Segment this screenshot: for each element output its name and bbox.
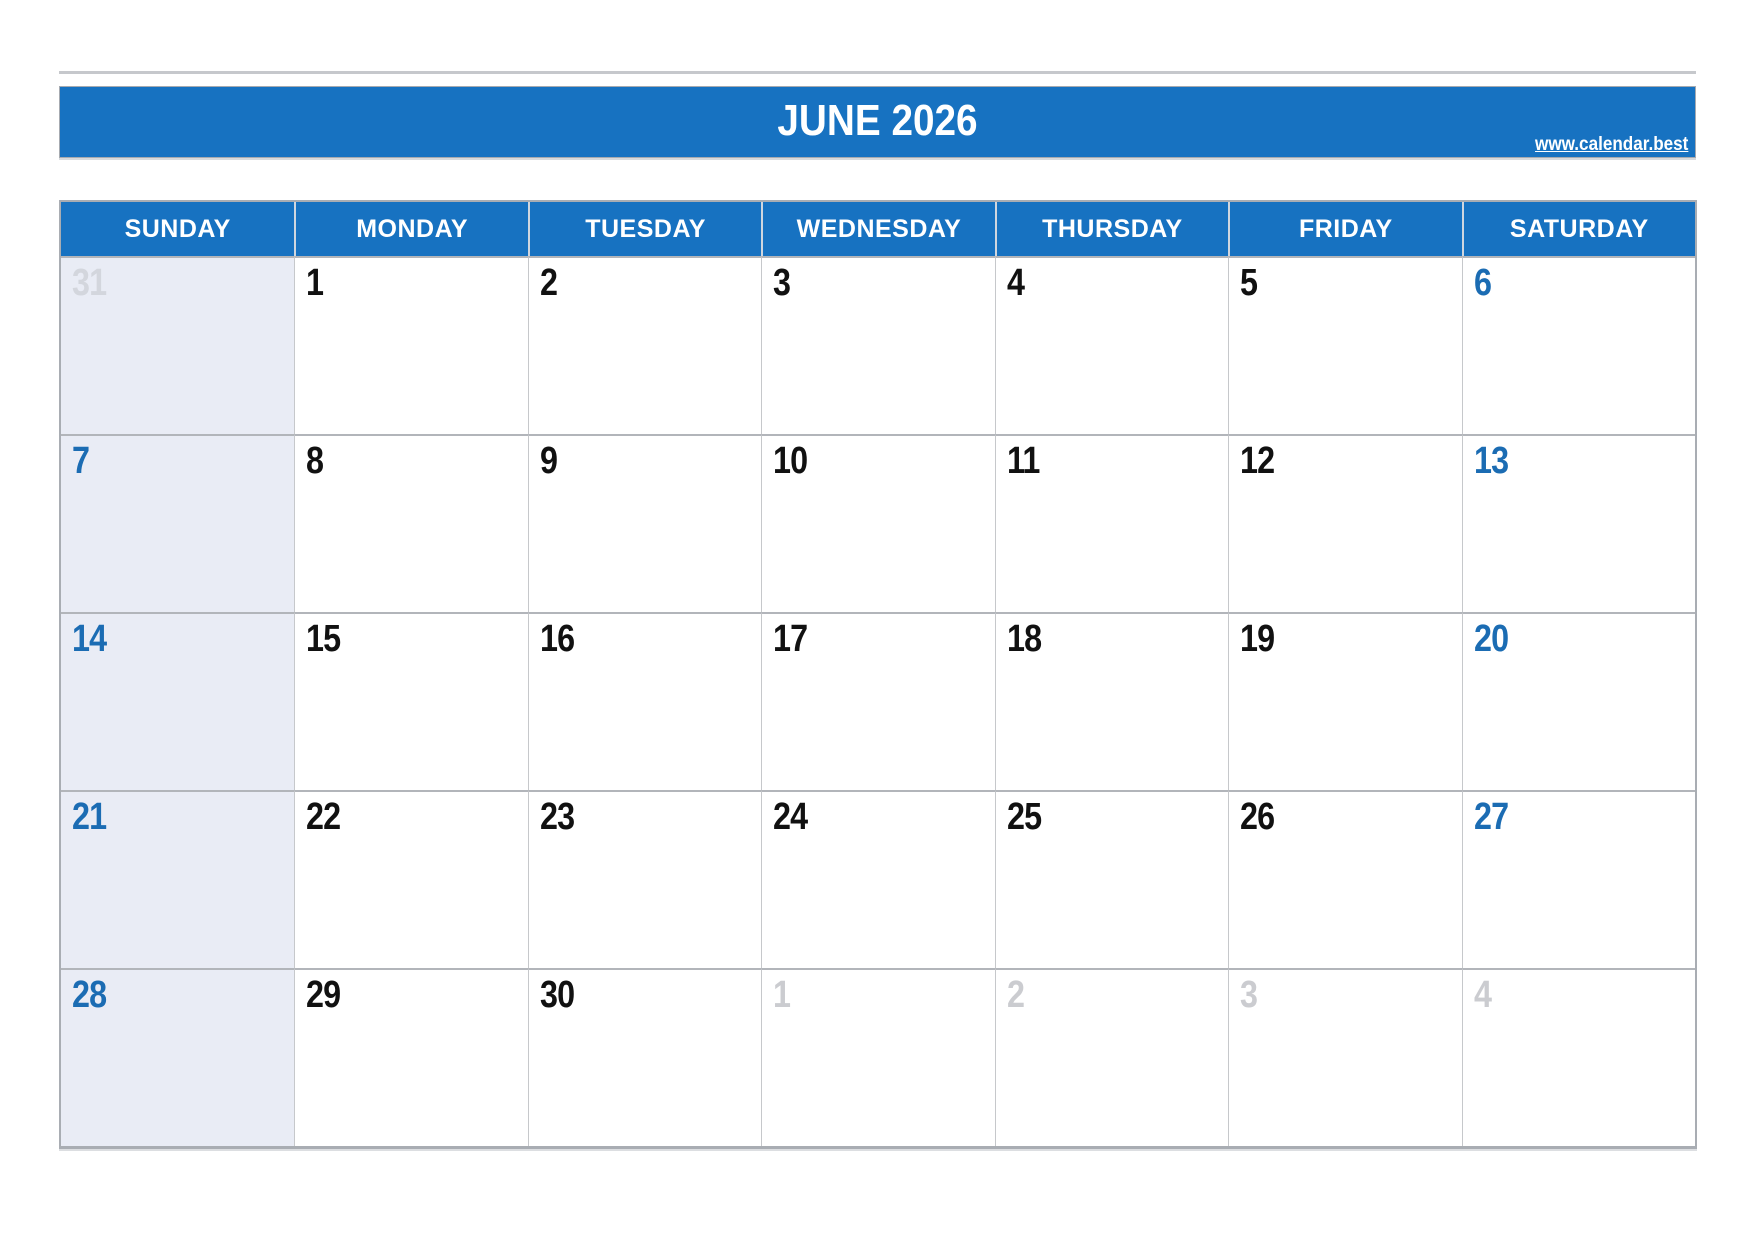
day-number: 29 — [306, 974, 341, 1016]
day-cell — [528, 256, 761, 434]
day-number: 3 — [773, 262, 791, 304]
day-number: 4 — [1473, 974, 1491, 1016]
day-number: 21 — [72, 796, 107, 838]
weekday-header-thursday: THURSDAY — [995, 202, 1228, 256]
day-cell — [1462, 256, 1695, 434]
day-cell — [761, 612, 994, 790]
day-cell — [61, 256, 294, 434]
weekday-header-wednesday: WEDNESDAY — [761, 202, 994, 256]
day-number: 25 — [1006, 796, 1041, 838]
day-number: 19 — [1240, 618, 1275, 660]
day-number: 26 — [1240, 796, 1275, 838]
day-number: 9 — [539, 440, 557, 482]
day-cell — [1228, 790, 1461, 968]
day-cell — [1462, 790, 1695, 968]
day-cell — [61, 790, 294, 968]
weekday-header-friday: FRIDAY — [1228, 202, 1461, 256]
day-cell — [61, 612, 294, 790]
day-cell — [761, 968, 994, 1146]
day-cell — [1462, 434, 1695, 612]
day-number: 1 — [773, 974, 791, 1016]
day-cell — [61, 968, 294, 1146]
calendar-grid — [59, 200, 1697, 1149]
day-cell — [1228, 434, 1461, 612]
day-cell — [528, 612, 761, 790]
day-number: 11 — [1006, 440, 1040, 482]
day-cell — [294, 790, 527, 968]
weekday-header-sunday: SUNDAY — [61, 202, 294, 256]
day-cell — [995, 434, 1228, 612]
day-cell — [761, 434, 994, 612]
website-link[interactable]: www.calendar.best — [1534, 134, 1688, 155]
day-number: 22 — [306, 796, 341, 838]
day-cell — [995, 256, 1228, 434]
day-cell — [528, 434, 761, 612]
weekday-header-saturday: SATURDAY — [1462, 202, 1695, 256]
day-cell — [995, 968, 1228, 1146]
month-title: JUNE 2026 — [777, 96, 978, 145]
day-number: 3 — [1240, 974, 1258, 1016]
day-number: 6 — [1473, 262, 1491, 304]
weekday-header-monday: MONDAY — [294, 202, 527, 256]
day-cell — [761, 256, 994, 434]
day-number: 2 — [1006, 974, 1024, 1016]
day-number: 7 — [72, 440, 90, 482]
day-number: 8 — [306, 440, 324, 482]
day-number: 23 — [539, 796, 575, 838]
day-cell — [995, 612, 1228, 790]
day-number: 10 — [773, 440, 808, 482]
top-divider — [59, 71, 1696, 74]
day-number: 5 — [1240, 262, 1258, 304]
day-number: 30 — [539, 974, 575, 1016]
day-cell — [294, 968, 527, 1146]
day-number: 24 — [773, 796, 808, 838]
day-number: 20 — [1473, 618, 1508, 660]
day-cell — [995, 790, 1228, 968]
day-number: 17 — [773, 618, 808, 660]
day-number: 12 — [1240, 440, 1275, 482]
day-number: 1 — [306, 262, 324, 304]
day-cell — [1462, 968, 1695, 1146]
day-number: 2 — [539, 262, 557, 304]
day-number: 15 — [306, 618, 341, 660]
day-number: 28 — [72, 974, 107, 1016]
day-number: 13 — [1473, 440, 1508, 482]
day-number: 18 — [1006, 618, 1041, 660]
day-number: 27 — [1473, 796, 1508, 838]
day-number: 16 — [539, 618, 575, 660]
day-cell — [1228, 968, 1461, 1146]
day-cell — [1228, 256, 1461, 434]
weekday-header-tuesday: TUESDAY — [528, 202, 761, 256]
day-cell — [294, 434, 527, 612]
month-title-bar — [59, 86, 1696, 158]
day-cell — [761, 790, 994, 968]
day-cell — [528, 968, 761, 1146]
day-number: 31 — [72, 262, 107, 304]
day-number: 4 — [1006, 262, 1024, 304]
day-cell — [1462, 612, 1695, 790]
day-cell — [61, 434, 294, 612]
day-cell — [294, 612, 527, 790]
day-number: 14 — [72, 618, 107, 660]
day-cell — [1228, 612, 1461, 790]
day-cell — [528, 790, 761, 968]
day-cell — [294, 256, 527, 434]
